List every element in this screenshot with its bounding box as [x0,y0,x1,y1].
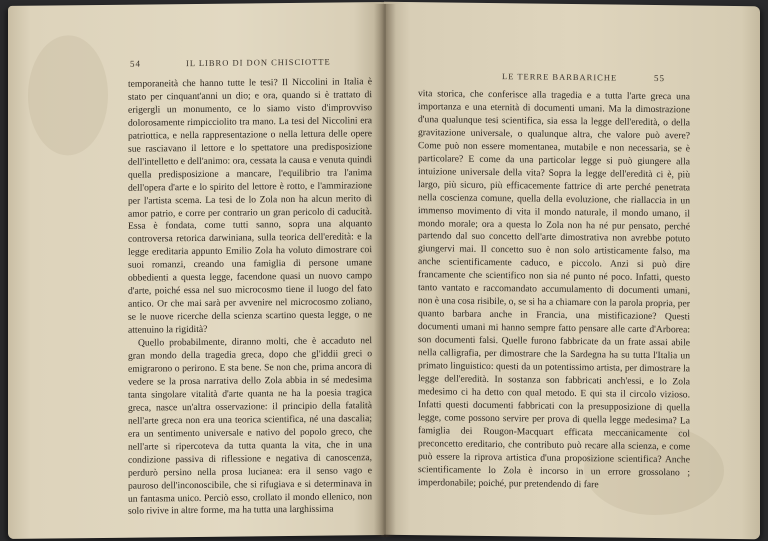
right-paragraph-1: vita storica, che conferisce alla tragedia e a tutta l'arte greca una importanza e una eternità di documenti umani. Ma la dimostrazione d'una qualunque tesi scientifica, sia essa la legge dell'eredità, o della gravitazione universale, o qualunque altra, che valore può avere? Come può non essere momentanea, mutabile e non necessaria, se è particolare? E come da una particolar legge si può giungere alla intuizione universale della vita? Sopra la legge dell'eredità ci è, più largo, più sicuro, più efficacemente fattrice di arte perché penetrata nella coscienza comune, quella della evoluzione, che riallaccia in un immenso movimento di vita il mondo naturale, il mondo umano, il mondo morale; ora a questa lo Zola non ha né pur pensato, perché partendo dal suo concetto dell'arte dimostrativa non avrebbe potuto giungervi mai. Il concetto suo è non solo artisticamente falso, ma anche scientificamente caduco, e piccolo. Anzi si può dire francamente che scientifico non sia né punto né poco. Infatti, questo tanto vantato e raccomandato accumulamento di documenti umani, non è una cosa risibile, o, se si ha a chiamare con la parola propria, per quanto barbara anche in Francia, una mistificazione? Questi documenti umani mi hanno sempre fatto pensare alle carte d'Arborea: son documenti falsi. Quelle furono fabbricate da un frate assai abile nella calligrafia, per dimostrare che la Sardegna ha su tutta l'Italia un primato linguistico: questi da un potentissimo artista, per dimostrare la legge dell'eredità. In sostanza son fabbricati anch'essi, e lo Zola medesimo ci ha detto con qual metodo. E qui sta il circolo vizioso. Infatti questi documenti fabbricati con la presupposizione di quella legge, come possono servire per prova di quella legge medesima? La famiglia dei Rougon-Macquart efficata meccanicamente col preconcetto ereditario, che contributo può recare alla scienza, e come può essere la riprova artistica d'una proposizione scientifica? Anche scientificamente lo Zola è incorso in un errore grossolano ; imperdonabile; poiché, pur pretendendo di fare [418,88,690,490]
book-spread [8,4,760,537]
right-page [384,2,760,540]
left-page-number: 54 [130,58,141,69]
right-running-head: LE TERRE BARBARICHE [502,71,618,83]
right-page-number: 55 [654,73,665,84]
right-body-text [418,88,690,493]
left-body-text [128,76,372,519]
left-page [8,2,384,539]
left-paragraph-1: temporaneità che hanno tutte le tesi? Il Niccolini in Italia è stato per cinquant'anni un dio; e ora, quando si è trattato di erigergli un monumento, ce lo siamo visto d'improvviso dolorosamente rimpicciolito tra mano. La tesi del Niccolini era patriottica, e nella rappresentazione o nella lettura delle opere sue rasciavano il lettore e lo spettatore una predisposizione dell'intelletto e dell'animo: ora, cessata la causa e venuta quindi quella predisposizione a mancare, l'equilibrio tra l'anima dell'opera d'arte e lo spirito del lettore è rotto, e l'ammirazione per l'artista scema. La tesi de lo Zola non ha alcun merito di amor patrio, e corre per contrario un gran pericolo di caducità. Essa è fondata, come tutti sanno, sopra una alquanto controversa retorica darwiniana, sulla teorica dell'eredità: e la legge ereditaria appunto Emilio Zola ha voluto dimostrare coi suoi romanzi, creando una famiglia di persone umane obbedienti a questa legge, facendone quasi un nuovo campo d'arte, poiché essa nel suo microcosmo tiene il luogo del fato antico. Or che mai sarà per avvenire nel microcosmo zoliano, se le nuove ricerche della scienza scartino questa legge, o ne attenuino la rigidità? [128,76,372,336]
paper-stain [28,35,108,156]
left-paragraph-2: Quello probabilmente, diranno molti, che è accaduto nel gran mondo della tragedia greca, dopo che gl'iddii greci o emigrarono o perirono. E sta bene. Se non che, prima ancora di vedere se la prosa narrativa dello Zola abbia in sé medesima tanta singolare vitalità d'arte quanta ne ha la poesia tragica greca, nasce un'altra osservazione: il principio della fatalità nell'arte greca non era una teorica scientifica, né una dascalia; era un sentimento universale e nativo del popolo greco, che nell'arte si ripercoteva da tutta quanta la vita, che in una condizione passiva di riflessione e negativa di canoscenza, perdurò persino nella prosa lucianea: era il senso vago e pauroso dell'inconoscibile, che si rifugiava e si determinava in un fantasma unico. Perciò esso, crollato il mondo ellenico, non solo rivive in altre forme, ma ha tutta una larghissima [128,335,372,518]
left-running-head: IL LIBRO DI DON CHISCIOTTE [186,56,331,69]
